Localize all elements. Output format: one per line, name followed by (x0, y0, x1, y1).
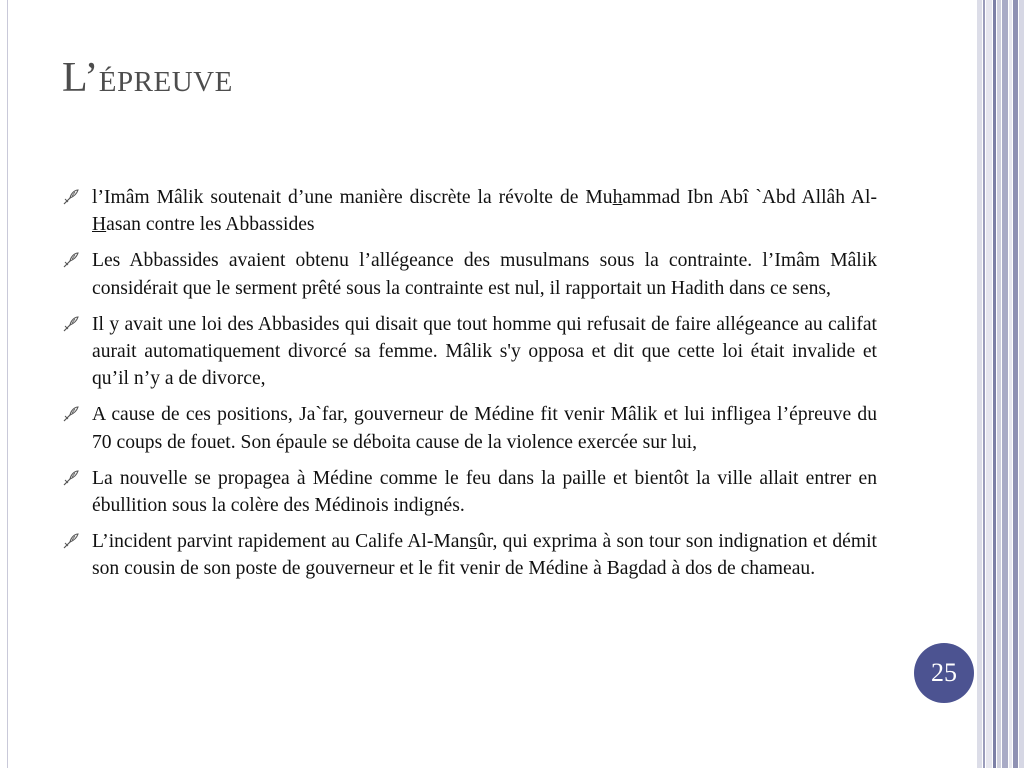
quill-pen-icon (62, 405, 80, 423)
bullet-text-segment: asan contre les Abbassides (106, 214, 315, 236)
bullet-text-segment: ûr, qui exprima à son tour son indignation et démit son cousin de son poste de gouverneur et le fit venir de Médine à Bagdad à dos de chameau. (92, 531, 877, 580)
decorative-stripe (1009, 0, 1012, 768)
page-number-badge (914, 643, 974, 703)
slide-title-prefix: L’ (62, 55, 99, 101)
page-number: 25 (931, 658, 957, 687)
bullet-item (62, 528, 877, 582)
quill-pen-icon (62, 188, 80, 206)
underlined-letter: s (469, 531, 477, 553)
bullet-text-segment: L’incident parvint rapidement au Calife Al-Man (92, 531, 470, 553)
decorative-stripe (977, 0, 982, 768)
slide-title (62, 54, 233, 102)
decorative-stripe (997, 0, 1001, 768)
bullet-item (62, 184, 877, 238)
quill-pen-icon (62, 251, 80, 269)
bullet-item (62, 311, 877, 393)
bullet-text-segment: l’Imâm Mâlik soutenait d’une manière discrète la révolte de Mu (92, 187, 613, 208)
bullet-text (92, 468, 877, 516)
slide-title-word: épreuve (98, 55, 233, 101)
bullet-text-segment: A cause de ces positions, Ja`far, gouverneur de Médine fit venir Mâlik et lui infligea l’épreuve du 70 coups de fouet. Son épaule se déboita cause de la violence exercée sur lui, (92, 404, 877, 453)
decorative-stripe (1002, 0, 1008, 768)
bullet-text-segment: La nouvelle se propagea à Médine comme le feu dans la paille et bientôt la ville allait entrer en ébullition sous la colère des Médinois indignés. (92, 467, 877, 517)
decorative-stripe (1019, 0, 1024, 768)
bullet-item (62, 401, 877, 455)
bullet-text (92, 314, 877, 389)
bullet-text (92, 404, 877, 452)
bullet-text (92, 187, 877, 235)
bullet-text-segment: Les Abbassides avaient obtenu l’allégeance des musulmans sous la contrainte. l’Imâm Mâlik considérait que le serment prêté sous la contrainte est nul, il rapportait un Hadith dans ce sens, (92, 250, 877, 299)
bullet-text-segment: ammad Ibn Abî `Abd Allâh Al- (622, 187, 877, 208)
underlined-letter: h (612, 187, 623, 208)
quill-pen-icon (62, 532, 80, 550)
decorative-stripe (986, 0, 992, 768)
bullet-text (92, 250, 877, 298)
bullet-text (92, 531, 877, 579)
bullet-item (62, 247, 877, 301)
underlined-letter: H (92, 214, 107, 236)
bullet-item (62, 465, 877, 519)
quill-pen-icon (62, 315, 80, 333)
bullet-text-segment: Il y avait une loi des Abbasides qui disait que tout homme qui refusait de faire allégeance au califat aurait automatiquement divorcé sa femme. Mâlik s'y opposa et dit que cette loi était invalide et qu’il n’y a de divorce, (92, 313, 877, 390)
bullet-list (62, 184, 877, 592)
decorative-stripe (983, 0, 985, 768)
decorative-stripe (1013, 0, 1018, 768)
decorative-stripe (993, 0, 996, 768)
quill-pen-icon (62, 469, 80, 487)
